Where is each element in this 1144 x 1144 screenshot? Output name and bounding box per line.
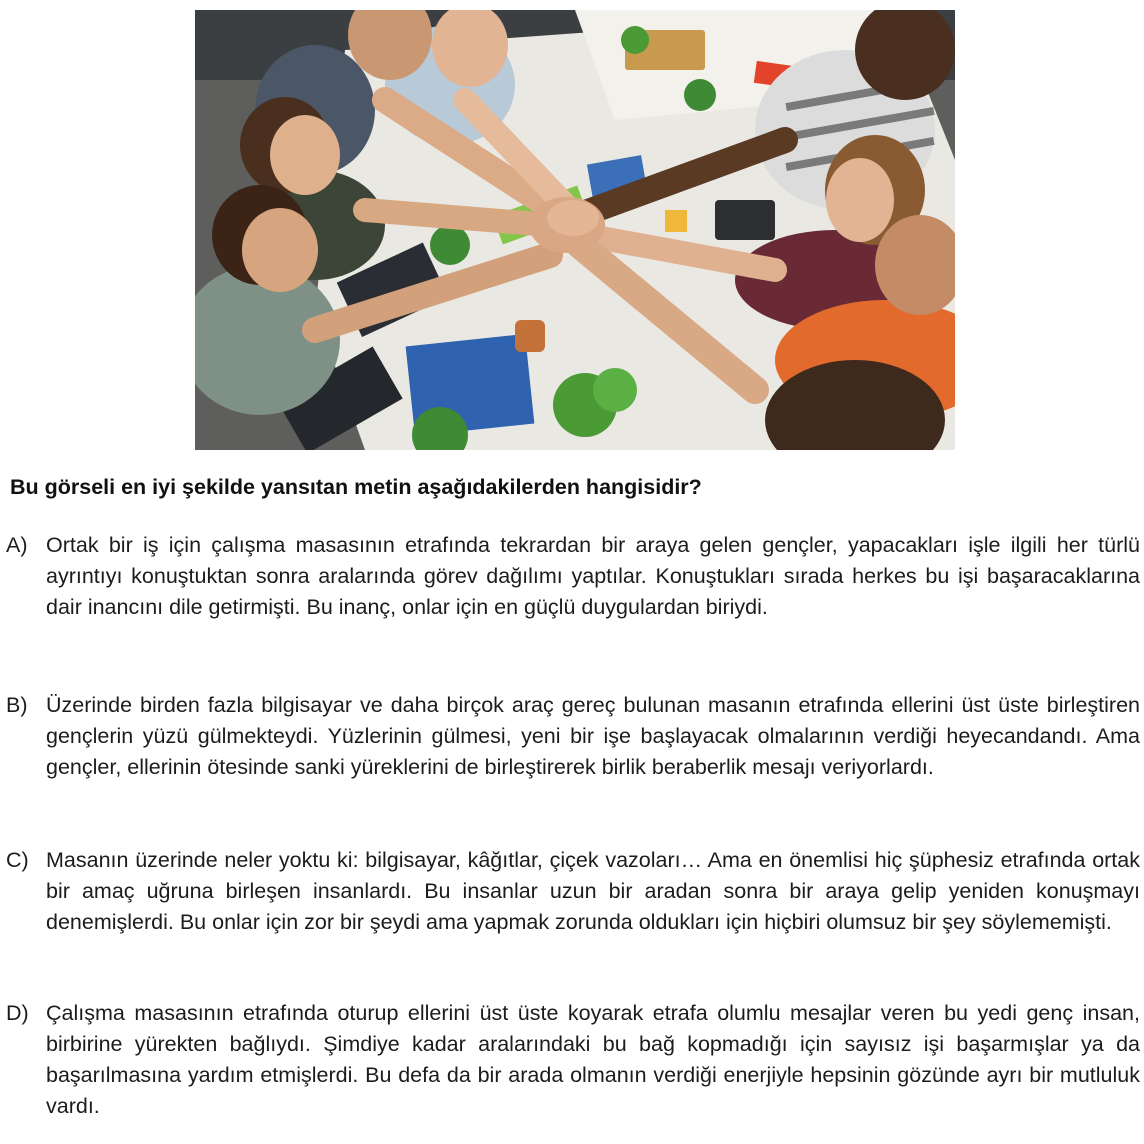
option-text: Çalışma masasının etrafında oturup ellerini üst üste koyarak etrafa olumlu mesajlar veren bu yedi genç insan, birbirine yürekten bağlıydı. Şimdiye kadar aralarındaki bu bağ kopmadığı için sayısız işi başarmışlar ya da başarılmasına yardım etmişlerdi. Bu defa da bir arada olmanın verdiği enerjiyle hepsinin gözünde ayrı bir mutluluk vardı.	[46, 1001, 1140, 1118]
option-a[interactable]	[6, 530, 1140, 623]
option-letter: A)	[6, 533, 28, 557]
option-b[interactable]	[6, 690, 1140, 783]
team-hands-photo	[195, 10, 955, 450]
option-letter: B)	[6, 693, 28, 717]
option-text: Üzerinde birden fazla bilgisayar ve daha birçok araç gereç bulunan masanın etrafında ellerini üst üste birleştiren gençlerin yüzü gülmekteydi. Yüzlerinin gülmesi, yeni bir işe başlayacak olmalarının verdiği heyecandandı. Ama gençler, ellerinin ötesinde sanki yüreklerini de birleştirerek birlik beraberlik mesajı veriyorlardı.	[46, 693, 1140, 779]
option-text: Ortak bir iş için çalışma masasının etrafında tekrardan bir araya gelen gençler, yapacakları işle ilgili her türlü ayrıntıyı konuştuktan sonra aralarında görev dağılımı yaptılar. Konuştukları sırada herkes bu işi başaracaklarına dair inancını dile getirmişti. Bu inanç, onlar için en güçlü duygulardan biriydi.	[46, 533, 1140, 619]
option-text: Masanın üzerinde neler yoktu ki: bilgisayar, kâğıtlar, çiçek vazoları… Ama en önemlisi hiç şüphesiz etrafında ortak bir amaç uğruna birleşen insanlardı. Bu insanlar uzun bir aradan sonra bir araya gelip yeniden konuşmayı denemişlerdi. Bu onlar için zor bir şeydi ama yapmak zorunda oldukları için hiçbiri olumsuz bir şey söylememişti.	[46, 848, 1140, 934]
question-text: Bu görseli en iyi şekilde yansıtan metin aşağıdakilerden hangisidir?	[10, 475, 702, 499]
option-letter: D)	[6, 1001, 29, 1025]
option-d[interactable]	[6, 998, 1140, 1122]
option-c[interactable]	[6, 845, 1140, 938]
option-letter: C)	[6, 848, 29, 872]
